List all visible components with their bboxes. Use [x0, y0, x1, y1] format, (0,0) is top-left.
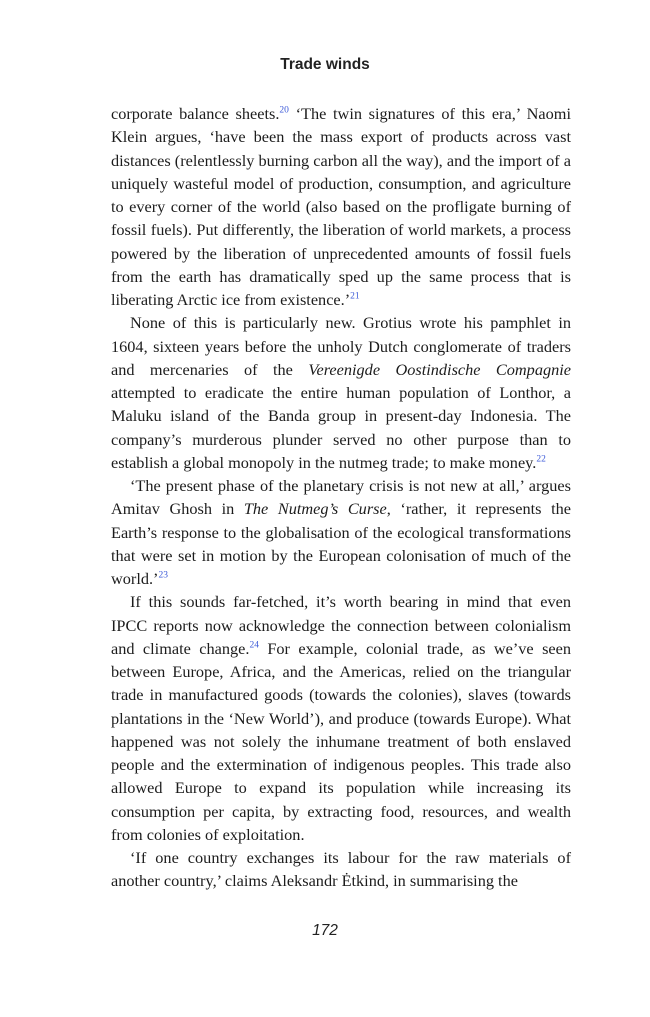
footnote-ref[interactable]: 21: [350, 291, 360, 302]
paragraph: [111, 474, 571, 590]
text-run: None of this is particularly new. Grotius wrote his pamphlet in 1604, sixteen years before the unholy Dutch conglomerate of traders and mercenaries of the: [111, 313, 571, 379]
text-run: ‘The twin signatures of this era,’ Naomi Klein argues, ‘have been the mass export of products across vast distances (relentlessly burning carbon all the way), and the import of a uniquely wasteful model of production, consumption, and agriculture to every corner of the world (also based on the profligate burning of fossil fuels). Put differently, the liberation of world markets, a process powered by the liberation of unprecedented amounts of fossil fuels from the earth has dramatically sped up the same process that is liberating Arctic ice from existence.’: [111, 104, 571, 309]
paragraph: [111, 846, 571, 893]
paragraph: [111, 590, 571, 846]
body-text: [111, 102, 571, 893]
text-run: attempted to eradicate the entire human population of Lonthor, a Maluku island of the Banda group in present-day Indonesia. The company’s murderous plunder served no other purpose than to establish a global monopoly in the nutmeg trade; to make money.: [111, 383, 571, 472]
footnote-ref[interactable]: 20: [279, 105, 289, 116]
text-run: ‘The present phase of the planetary crisis is not new at all,’ argues Amitav Ghosh in: [111, 476, 571, 519]
text-run: If this sounds far-fetched, it’s worth bearing in mind that even IPCC reports now acknowledge the connection between colonialism and climate change.: [111, 592, 571, 658]
footnote-ref[interactable]: 24: [249, 640, 259, 651]
text-run: ‘If one country exchanges its labour for the raw materials of another country,’ claims Aleksandr Ėtkind, in summarising the: [111, 848, 571, 891]
running-head: Trade winds: [280, 56, 370, 73]
page-number: 172: [312, 922, 338, 939]
footnote-ref[interactable]: 22: [536, 454, 546, 465]
paragraph: [111, 311, 571, 474]
italic-title: The Nutmeg’s Curse: [243, 499, 387, 519]
italic-title: Vereenigde Oostindische Compagnie: [308, 359, 571, 379]
text-run: corporate balance sheets.: [111, 104, 280, 123]
paragraph: [111, 102, 571, 311]
footnote-ref[interactable]: 23: [158, 570, 168, 581]
text-run: For example, colonial trade, as we’ve seen between Europe, Africa, and the Americas, relied on the triangular trade in manufactured goods (towards the colonies), slaves (towards plantations in the ‘New World’), and produce (towards Europe). What happened was not solely the inhumane treatment of both enslaved people and the extermination of indigenous peoples. This trade also allowed Europe to expand its population while increasing its consumption per capita, by extracting food, resources, and wealth from colonies of exploitation.: [111, 638, 572, 844]
text-run: , ‘rather, it represents the Earth’s response to the globalisation of the ecological transformations that were set in motion by the European colonisation of much of the world.’: [111, 499, 571, 588]
